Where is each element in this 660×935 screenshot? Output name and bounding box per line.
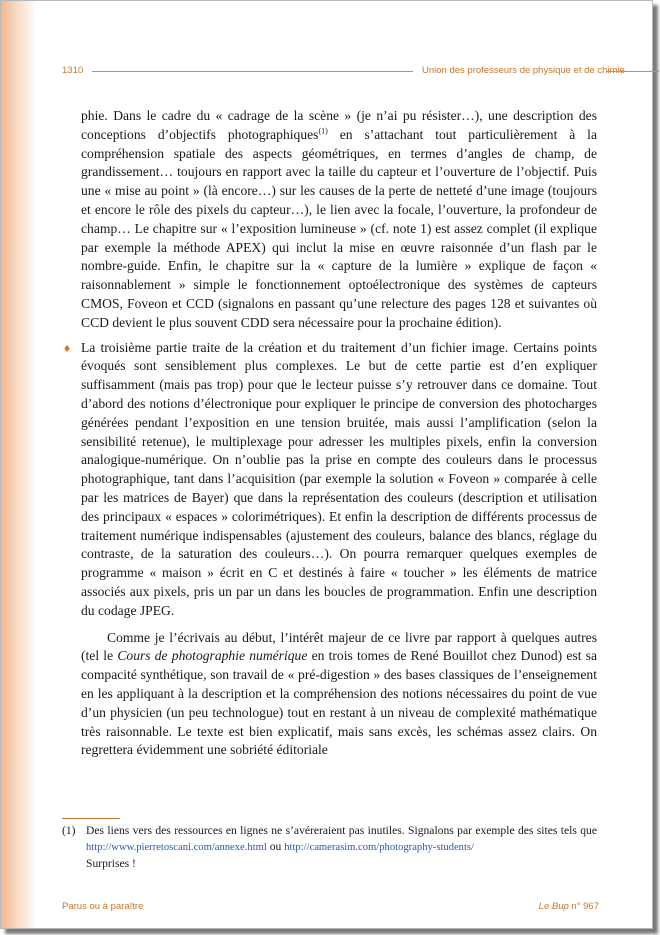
header-rule-right: [607, 71, 659, 72]
bullet-paragraph: [64, 339, 597, 621]
footnote-text-b: ou: [266, 840, 285, 853]
paragraph-1: [81, 107, 597, 333]
footnote-text: [86, 823, 597, 872]
journal-issue: [539, 901, 599, 912]
header-rule-left: [92, 71, 413, 72]
footnote: [62, 823, 597, 872]
footnote-number: (1): [62, 824, 76, 837]
running-header: [62, 65, 625, 79]
footnote-separator: [62, 818, 120, 819]
page-number: 1310: [62, 65, 84, 76]
issue-number: n° 967: [568, 901, 599, 912]
running-footer: [62, 901, 599, 915]
journal-name: Le Bup: [538, 901, 569, 912]
book-title: Cours de photographie numérique: [117, 648, 308, 664]
section-name: Parus ou à paraître: [62, 901, 144, 912]
footnote-ref: (1): [318, 126, 328, 136]
link-camerasim[interactable]: http://camerasim.com/photography-students/: [284, 842, 474, 853]
paragraph-3-text-b: en trois tomes de René Bouillot chez Dunod) est sa compacité synthétique, son travail de « pré-digestion » des bases classiques de l’enseignement en les appliquant à la description et la compréhension des notions nécessaires du point de vue d’un physicien (un peu technologue) tout en restant à un niveau de complexité mathématique très raisonnable. Le texte est bien explicatif, mais sans excès, les schémas assez clairs. On regrettera évidemment une sobriété éditoriale: [81, 648, 597, 758]
paragraph-1-text-b: en s’attachant tout particulièrement à la compréhension spatiale des aspects géométriques, en termes d’angles de champ, de grandissement… toujours en rapport avec la taille du capteur et l’ouverture de l’objectif. Puis une « mise au point » (là encore…) sur les causes de la perte de netteté d’une image (toujours et encore le rôle des pixels du capteur…), le lien avec la focale, l’ouverture, la profondeur de champ… Le chapitre sur « l’exposition lumineuse » (cf. note 1) est assez complet (il explique par exemple la méthode APEX) qui inclut la mise en œuvre raisonnée d’un flash par le nombre-guide. Enfin, le chapitre sur la « capture de la lumière » explique de façon « raisonnablement » simple le fonctionnement optoélectronique des systèmes de capteurs CMOS, Foveon et CCD (signalons en passant qu’une relecture des pages 128 et suivantes où CCD devient le plus souvent CDD sera nécessaire pour la prochaine édition).: [81, 126, 597, 330]
paragraph-3: [81, 629, 597, 761]
link-pierretoscani[interactable]: http://www.pierretoscani.com/annexe.html: [86, 842, 267, 853]
page-edge-band: [1, 1, 37, 928]
paragraph-1-text-a: phie. Dans le cadre du « cadrage de la scène » (je n’ai pu résister…), une description des conceptions d’objectifs photographiques: [81, 108, 597, 142]
paragraph-3-text-a: Comme je l’écrivais au début, l’intérêt majeur de ce livre par rapport à quelques autres (tel le: [81, 629, 597, 664]
journal-organization: Union des professeurs de physique et de chimie: [422, 65, 625, 76]
diamond-bullet-icon: ♦: [64, 340, 71, 355]
footnote-text-c: Surprises !: [86, 857, 136, 870]
footnote-text-a: Des liens vers des ressources en lignes ne s’avéreraient pas inutiles. Signalons par exemple des sites tels que: [86, 824, 597, 837]
bullet-paragraph-text: La troisième partie traite de la création et du traitement d’un fichier image. Certains points évoqués sont sensiblement plus complexes. Le but de cette partie est d’en expliquer suffisamment (mais pas trop) pour que le lecteur puisse s’y retrouver dans ce domaine. Tout d’abord des notions d’électronique pour expliquer le principe de conversion des photocharges générées pendant l’exposition en une tension bruitée, mais aussi l’amplification (selon la sensibilité retenue), le multiplexage pour adresser les multiples pixels, enfin la conversion analogique-numérique. On n’oublie pas la prise en compte des couleurs dans le processus photographique, tant dans l’acquisition (par exemple la solution « Foveon » comparée à celle par les matrices de Bayer) que dans la représentation des couleurs (description et utilisation des principaux « espaces » colorimétriques). Et enfin la description de différents processus de traitement numérique indispensables (ajustement des couleurs, balance des blancs, réglage du contraste, de la saturation des couleurs…). On pourra remarquer quelques exemples de programme « maison » écrit en C et destinés à faire « toucher » les éléments de matrice associés aux pixels, pris un par un dans les boucles de programmation. Enfin une description du codage JPEG.: [81, 339, 597, 618]
article-body: [64, 107, 597, 760]
